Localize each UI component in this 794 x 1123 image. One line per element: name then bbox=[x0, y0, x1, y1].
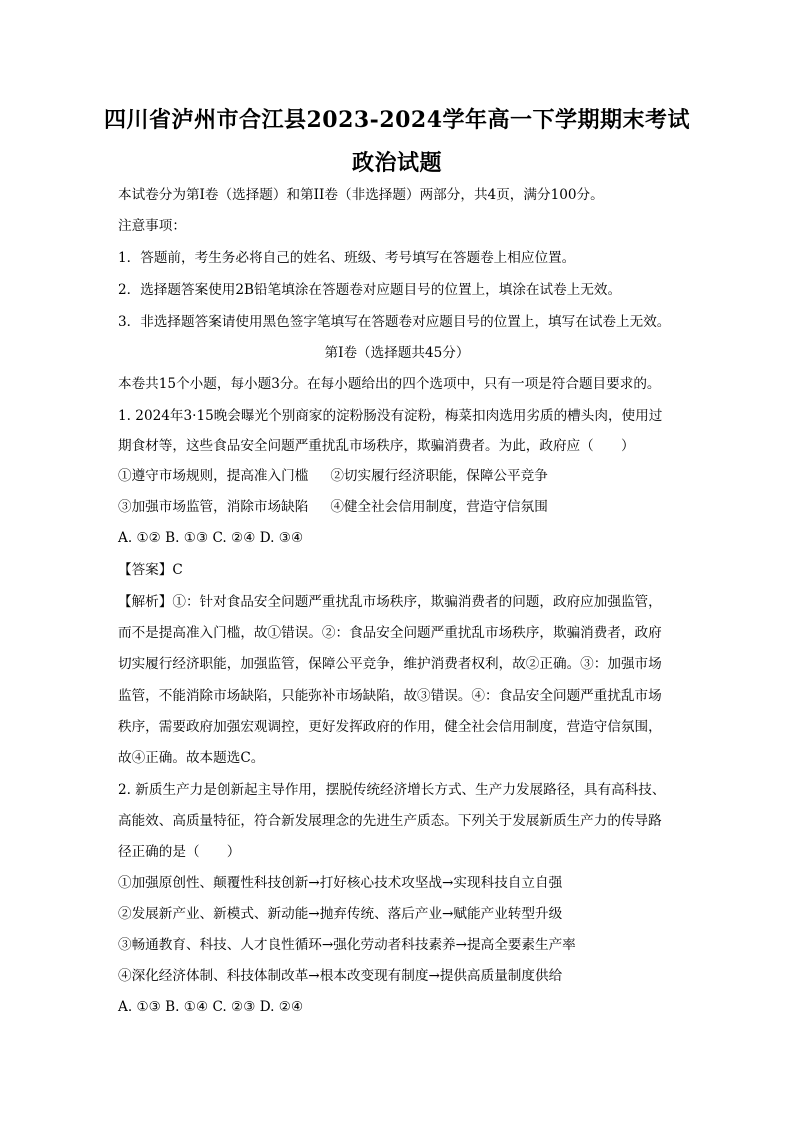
q1-option-1: ①遵守市场规则，提高准入门槛 bbox=[118, 468, 309, 484]
q1-analysis-line-5: 秩序，需要政府加强宏观调控，更好发挥政府的作用，健全社会信用制度，营造守信氛围， bbox=[118, 719, 662, 735]
section-title: 第I卷（选择题共45分） bbox=[324, 345, 470, 361]
q1-option-2: ②切实履行经济职能，保障公平竞争 bbox=[330, 468, 548, 484]
q2-stem-line-2: 高能效、高质量特征，符合新发展理念的先进生产质态。下列关于发展新质生产力的传导路 bbox=[118, 813, 662, 829]
q2-option-4: ④深化经济体制、科技体制改革→根本改变现有制度→提供高质量制度供给 bbox=[118, 968, 563, 984]
exam-title: 四川省泸州市合江县2023-2024学年高一下学期期末考试 bbox=[103, 107, 691, 133]
note-item-1: 1．答题前，考生务必将自己的姓名、班级、考号填写在答题卷上相应位置。 bbox=[118, 250, 576, 266]
q1-analysis-line-6: 故④正确。故本题选C。 bbox=[118, 750, 265, 766]
q1-choices: A. ①② B. ①③ C. ②④ D. ③④ bbox=[118, 530, 304, 546]
q1-option-3: ③加强市场监管，消除市场缺陷 bbox=[118, 499, 309, 515]
q2-stem-line-3: 径正确的是（ ） bbox=[118, 844, 241, 860]
q1-analysis-line-3: 切实履行经济职能，加强监管，保障公平竞争，维护消费者权利，故②正确。③：加强市场 bbox=[118, 656, 662, 672]
q1-options-row-1 bbox=[118, 466, 680, 486]
q1-option-4: ④健全社会信用制度，营造守信氛围 bbox=[330, 499, 548, 515]
q1-options-row-2 bbox=[118, 497, 680, 517]
q2-option-2: ②发展新产业、新模式、新动能→抛弃传统、落后产业→赋能产业转型升级 bbox=[118, 906, 563, 922]
q1-analysis-line-1: 【解析】①：针对食品安全问题严重扰乱市场秩序，欺骗消费者的问题，政府应加强监管， bbox=[118, 594, 662, 610]
q2-choices: A. ①③ B. ①④ C. ②③ D. ②④ bbox=[118, 999, 304, 1015]
q1-stem-line-1: 1. 2024年3·15晚会曝光个别商家的淀粉肠没有淀粉，梅菜扣肉选用劣质的槽头肉，使用过 bbox=[118, 408, 663, 424]
exam-subject-title: 政治试题 bbox=[351, 150, 442, 176]
q1-analysis-line-2: 而不是提高准入门槛，故①错误。②：食品安全问题严重扰乱市场秩序，欺骗消费者，政府 bbox=[118, 625, 662, 641]
note-item-2: 2．选择题答案使用2B铅笔填涂在答题卷对应题目号的位置上，填涂在试卷上无效。 bbox=[118, 282, 622, 298]
q1-answer: 【答案】C bbox=[118, 562, 183, 578]
intro-text: 本试卷分为第I卷（选择题）和第II卷（非选择题）两部分，共4页，满分100分。 bbox=[118, 187, 604, 203]
section-description: 本卷共15个小题，每小题3分。在每小题给出的四个选项中，只有一项是符合题目要求的。 bbox=[118, 376, 661, 392]
q1-stem-line-2: 期食材等，这些食品安全问题严重扰乱市场秩序，欺骗消费者。为此，政府应（ ） bbox=[118, 438, 635, 454]
note-item-3: 3．非选择题答案请使用黑色签字笔填写在答题卷对应题目号的位置上，填写在试卷上无效。 bbox=[118, 314, 671, 330]
q2-stem-line-1: 2. 新质生产力是创新起主导作用，摆脱传统经济增长方式、生产力发展路径，具有高科技、 bbox=[118, 782, 666, 798]
q2-option-1: ①加强原创性、颠覆性科技创新→打好核心技术攻坚战→实现科技自立自强 bbox=[118, 875, 563, 891]
q1-analysis-line-4: 监管，不能消除市场缺陷，只能弥补市场缺陷，故③错误。④：食品安全问题严重扰乱市场 bbox=[118, 688, 662, 704]
notes-heading: 注意事项： bbox=[118, 218, 186, 234]
q2-option-3: ③畅通教育、科技、人才良性循环→强化劳动者科技素养→提高全要素生产率 bbox=[118, 937, 576, 953]
